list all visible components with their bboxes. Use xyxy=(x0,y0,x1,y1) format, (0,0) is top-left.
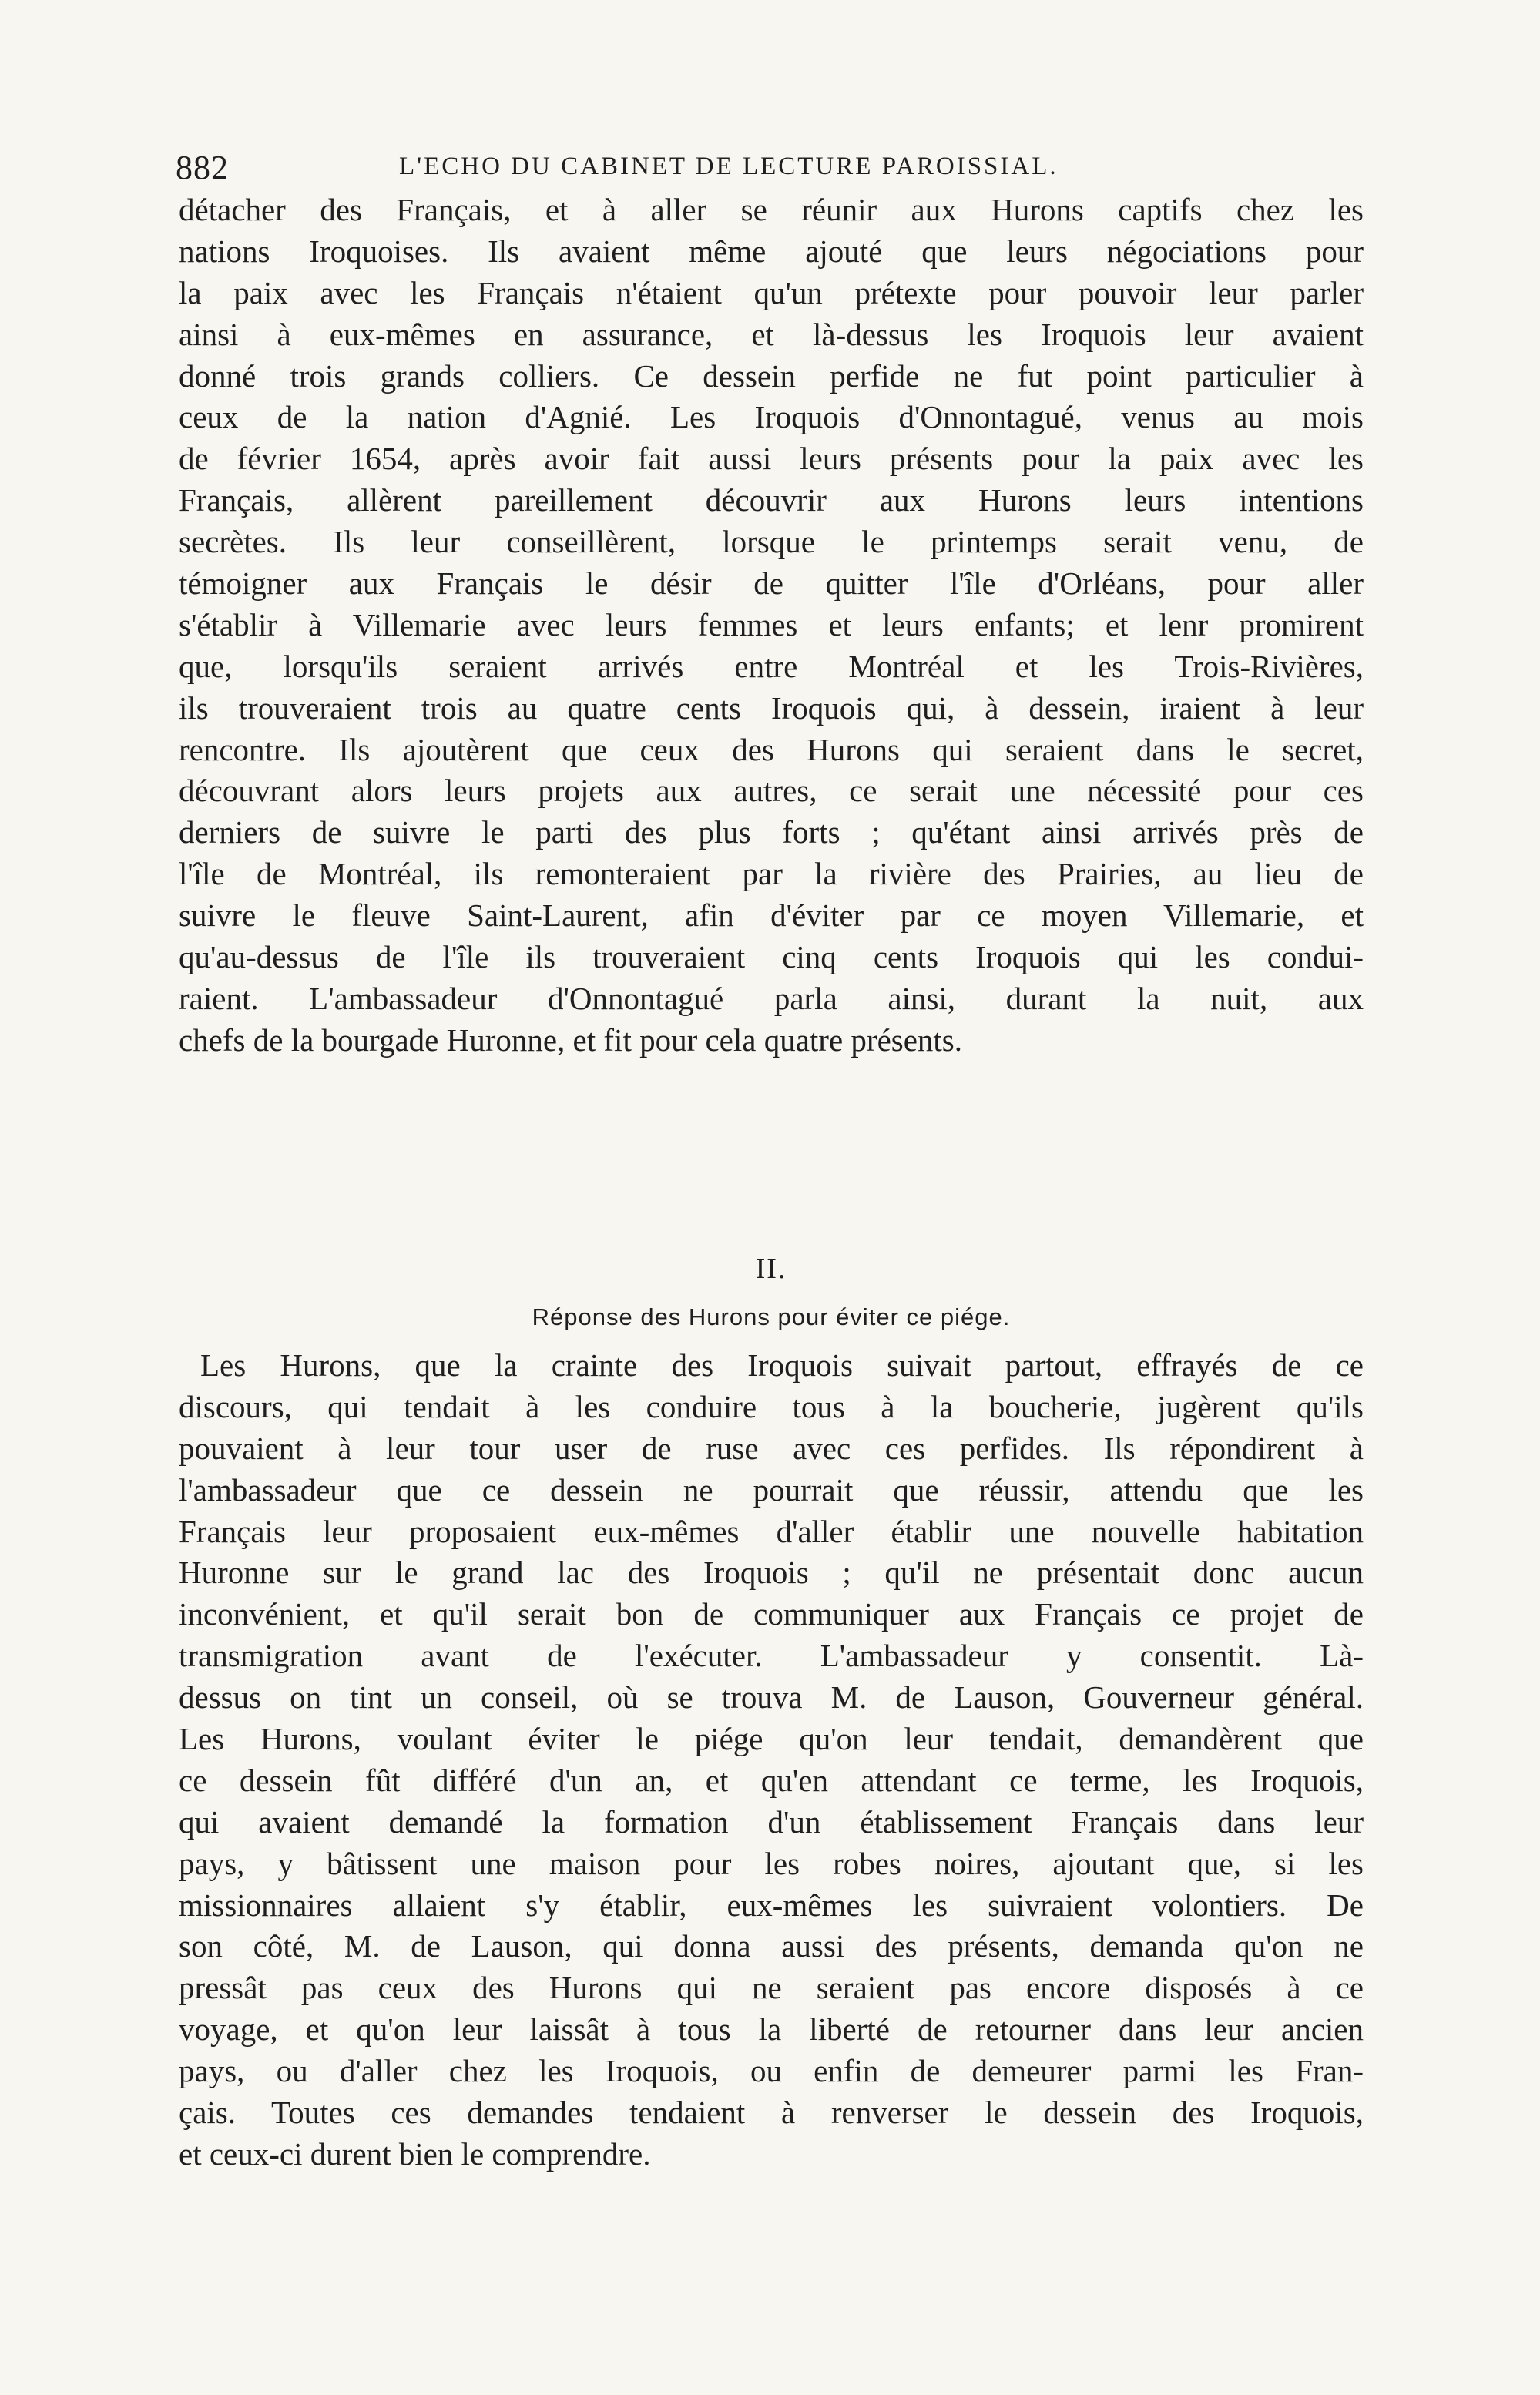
text-line: raient. L'ambassadeur d'Onnontagué parla ainsi, durant la nuit, aux xyxy=(179,980,1364,1016)
text-line: pouvaient à leur tour user de ruse avec ces perfides. Ils répondirent à xyxy=(179,1430,1364,1466)
text-line: la paix avec les Français n'étaient qu'un prétexte pour pouvoir leur parler xyxy=(179,274,1364,310)
text-line: son côté, M. de Lauson, qui donna aussi des présents, demanda qu'on ne xyxy=(179,1928,1364,1964)
text-line: discours, qui tendait à les conduire tous à la boucherie, jugèrent qu'ils xyxy=(179,1388,1364,1424)
text-line: rencontre. Ils ajoutèrent que ceux des Hurons qui seraient dans le secret, xyxy=(179,731,1364,767)
text-line: l'île de Montréal, ils remonteraient par la rivière des Prairies, au lieu de xyxy=(179,856,1364,892)
text-line: ainsi à eux-mêmes en assurance, et là-dessus les Iroquois leur avaient xyxy=(179,316,1364,352)
text-line: l'ambassadeur que ce dessein ne pourrait que réussir, attendu que les xyxy=(179,1471,1364,1508)
text-line: et ceux-ci durent bien le comprendre. xyxy=(179,2135,651,2172)
paragraph-2 xyxy=(179,1345,1364,2175)
text-line: secrètes. Ils leur conseillèrent, lorsque le printemps serait venu, de xyxy=(179,524,1364,560)
text-line: que, lorsqu'ils seraient arrivés entre Montréal et les Trois-Rivières, xyxy=(179,648,1364,684)
text-line: çais. Toutes ces demandes tendaient à renverser le dessein des Iroquois, xyxy=(179,2095,1364,2131)
section-title: Réponse des Hurons pour éviter ce piége. xyxy=(532,1303,1011,1330)
text-line: détacher des Français, et à aller se réunir aux Hurons captifs chez les xyxy=(179,192,1364,227)
text-line: qui avaient demandé la formation d'un établissement Français dans leur xyxy=(179,1803,1364,1840)
text-line: nations Iroquoises. Ils avaient même ajouté que leurs négociations pour xyxy=(179,233,1364,269)
text-line: de février 1654, après avoir fait aussi leurs présents pour la paix avec les xyxy=(179,441,1364,477)
text-line: Les Hurons, voulant éviter le piége qu'on leur tendait, demandèrent que xyxy=(179,1721,1364,1757)
page-header xyxy=(176,148,1377,194)
text-line: Français, allèrent pareillement découvrir aux Hurons leurs intentions xyxy=(179,482,1364,518)
text-line: dessus on tint un conseil, où se trouva M. de Lauson, Gouverneur général. xyxy=(179,1679,1364,1716)
text-line: Les Hurons, que la crainte des Iroquois suivait partout, effrayés de ce xyxy=(200,1347,1364,1383)
text-line: pays, ou d'aller chez les Iroquois, ou enfin de demeurer parmi les Fran- xyxy=(179,2053,1364,2089)
text-line: missionnaires allaient s'y établir, eux-mêmes les suivraient volontiers. De xyxy=(179,1887,1364,1923)
text-line: ceux de la nation d'Agnié. Les Iroquois d'Onnontagué, venus au mois xyxy=(179,399,1364,435)
text-line: qu'au-dessus de l'île ils trouveraient cinq cents Iroquois qui les condui- xyxy=(179,939,1364,975)
text-line: inconvénient, et qu'il serait bon de communiquer aux Français ce projet de xyxy=(179,1596,1364,1632)
text-line: pressât pas ceux des Hurons qui ne seraient pas encore disposés à ce xyxy=(179,1970,1364,2006)
running-head: L'ECHO DU CABINET DE LECTURE PAROISSIAL. xyxy=(399,153,1059,180)
text-line: ce dessein fût différé d'un an, et qu'en attendant ce terme, les Iroquois, xyxy=(179,1762,1364,1798)
text-line: chefs de la bourgade Huronne, et fit pour cela quatre présents. xyxy=(179,1021,963,1058)
text-line: pays, y bâtissent une maison pour les robes noires, ajoutant que, si les xyxy=(179,1845,1364,1881)
text-line: derniers de suivre le parti des plus forts ; qu'étant ainsi arrivés près de xyxy=(179,814,1364,850)
paragraph-1 xyxy=(179,190,1364,1062)
text-line: donné trois grands colliers. Ce dessein perfide ne fut point particulier à xyxy=(179,357,1364,394)
section-number: II. xyxy=(755,1253,787,1285)
text-line: ils trouveraient trois au quatre cents Iroquois qui, à dessein, iraient à leur xyxy=(179,689,1364,726)
text-line: s'établir à Villemarie avec leurs femmes et leurs enfants; et lenr promirent xyxy=(179,606,1364,642)
text-line: découvrant alors leurs projets aux autres, ce serait une nécessité pour ces xyxy=(179,773,1364,809)
text-line: transmigration avant de l'exécuter. L'ambassadeur y consentit. Là- xyxy=(179,1638,1364,1674)
text-line: suivre le fleuve Saint-Laurent, afin d'éviter par ce moyen Villemarie, et xyxy=(179,897,1364,934)
page-number: 882 xyxy=(176,149,229,186)
text-line: voyage, et qu'on leur laissât à tous la liberté de retourner dans leur ancien xyxy=(179,2011,1364,2048)
text-line: Français leur proposaient eux-mêmes d'aller établir une nouvelle habitation xyxy=(179,1513,1364,1549)
text-line: Huronne sur le grand lac des Iroquois ; qu'il ne présentait donc aucun xyxy=(179,1555,1364,1591)
text-line: témoigner aux Français le désir de quitter l'île d'Orléans, pour aller xyxy=(179,565,1364,602)
